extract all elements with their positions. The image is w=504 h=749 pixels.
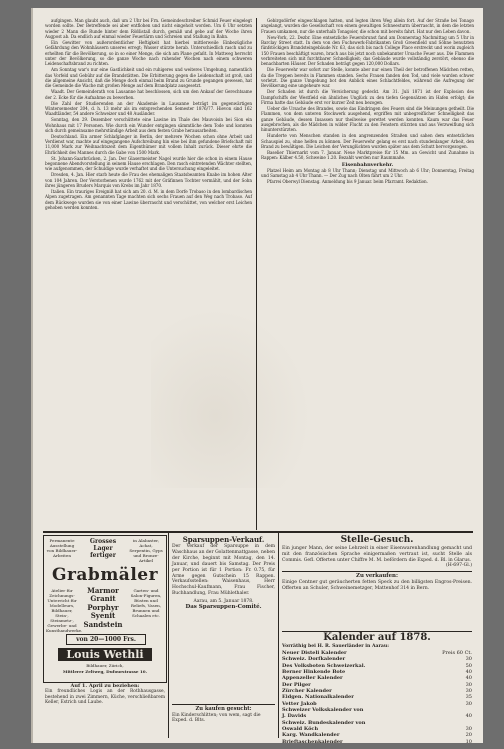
calendar-name: Brieftaschenkalender <box>282 738 343 743</box>
material-item: Sandstein <box>83 619 123 629</box>
calendar-price: 40 <box>465 713 472 720</box>
section-divider <box>43 531 473 533</box>
news-paragraph: Hunderte von Menschen standen in den angrenzenden Straßen und sahen dem entsetzlichen Schauspiel zu, ohne helfen zu können. Der Feuerwehr gelang es erst nach stundenlanger Arbeit, den Brand zu bewältigen. Die Leichen der Verunglückten wurden später aus dem Schutt hervorgezogen. <box>261 133 474 149</box>
material-item: Syenit <box>90 611 116 621</box>
calendar-price: 35 <box>465 694 472 701</box>
lodging-text: Ein freundliches Logis an der Rothhausgasse, bestehend in zwei Zimmern, Küche, verschließbarem Keller, Estrich und Laube. <box>45 689 165 706</box>
calendar-name: Vetter Jakob <box>282 700 317 707</box>
job-wanted-title: Stelle-Gesuch. <box>340 535 414 545</box>
calendar-name: Oswald Köch <box>282 726 319 733</box>
calendar-name: Appenzeller Kalender <box>282 675 343 682</box>
firm-address: Mittlerer Zeltweg, Dufourstrasse 10. <box>62 669 148 674</box>
firm-location: Bildhauer, Zürich, <box>86 663 124 668</box>
calendar-name: Berner Hinkende Bote <box>282 669 346 676</box>
exhibition-note: Permanente Ausstellung von Bildhauer-Arbeiten <box>46 538 78 558</box>
right-news-column <box>261 18 474 185</box>
calendar-name: Neuer Disteli Kalender <box>282 650 347 656</box>
news-paragraph: Ueber die Ursache des Brandes, sowie das Eindringen des Feuers sind die Meinungen getheilt. Die Flammen, von dem unteren Stockwerk ausgehend, ergriffen mit unbegreiflicher Schnelligkeit das ganze Gebäude, dessen Insassen nur theilweise gerettet werden konnten. Kaum war das Feuer ausgebrochen, als die Mädchen in wilder Flucht zu den Fenstern stürzten und aus Verzweiflung sich hinunterstürzten. <box>261 105 474 133</box>
calendar-row <box>282 739 472 743</box>
calendar-name: Karg. Wandkalender <box>282 732 340 739</box>
speck-ad <box>282 571 472 591</box>
news-paragraph: Waadt. Der Gemeinderath von Lausanne hat beschlossen, sich um den Ankauf der Gerechtsame der 2. Ecke für die Aufnahme zu bewerben. <box>45 89 252 100</box>
material-item: Marmor <box>87 586 119 595</box>
lodging-title: Auf 1. April zu beziehen: <box>70 683 140 689</box>
sparsuppen-date: Aarau, am 5. Januar 1878. <box>193 599 254 605</box>
news-paragraph: Ein Gewitter von außerordentlicher Heftigkeit hat hierbei mittlerweile Einbezügliche Gefährdung den Wohnhäusern unseres erregt; Wasser stürzte herab. Unterschiedlich rasch und zu erhellten für die Bevölkerung, so in so einer Menge, die sich am Plane gefaßt. In Mattweg herrscht unter der Bevölkerung, so die ganze Woche nach ruhender Wochen nach einem schweren Leidenschaftsbrand zu richten. <box>45 39 252 67</box>
grabmaeler-title: Grabmäler <box>51 565 159 585</box>
news-paragraph: Gebirgsdörfer eingeschlagen hatten, und legten ihren Weg allein fort. Auf der Straße bei Tonago angelangt, wurden die Gesellschaft von einem gewaltigen Schneesturm überrascht, in dem die letzten Frauen umkamen, nur die unterhalb Tonagoier, die schon mit bereits fahrt. Hat nur den Leben davon. <box>261 18 474 34</box>
grabmaeler-ad <box>43 535 167 683</box>
calendar-name: Schweizer Volkskalender von <box>282 707 364 714</box>
calendar-price: 30 <box>465 688 472 695</box>
page-edge <box>31 8 33 743</box>
calendar-price: 50 <box>465 662 472 669</box>
wanted-title: Zu kaufen gesucht: <box>195 706 252 712</box>
wanted-text: Ein Kinderschlitten; von wem, sagt die Exped. d. Blts. <box>172 712 261 724</box>
railway-text: Platzel Heim am Montag ab 8 Uhr Thann; Dienstag und Mittwoch ab 6 Uhr; Donnerstag, Freitag und Samstag ab 4 Uhr Thann. — Der Zug nach Olten fährt um 2 Uhr. <box>261 167 474 179</box>
calendar-price: 40 <box>465 669 472 676</box>
calendar-price: 10 <box>465 738 472 743</box>
job-wanted-code: (H-697-Gl.) <box>445 563 472 569</box>
calendar-intro: Vorräthig bei H. R. Sauerländer in Aarau: <box>282 644 389 649</box>
alabaster-note: in Alabaster, Achat, Serpentin, Gyps und Bronze-Artikel <box>129 538 163 563</box>
job-wanted-ad <box>282 535 472 592</box>
figures-note: Garten- und Salon-Figuren, Büsten und Reliefs, Vasen, Brunnen und Schaalen etc. <box>130 588 162 618</box>
calendar-price: 30 <box>465 656 472 663</box>
price-range: von 20—1000 Frs. <box>66 634 146 645</box>
calendar-name: J. Davids <box>282 713 307 720</box>
news-paragraph: Dresden, 4. Jan. Hier starb heute die Frau des ehemaligen Staatsbeamten Knabe im hohen Alter von 104 Jahren. Der Verstorbenen wurde 1762 mit der Gräfinnen Tochter vermählt, und der Sohn ihres jüngeren Bruders Marquis von Krebs im Jahr 1870. <box>45 172 252 189</box>
news-paragraph: Baselier Thiernarkt vom 7. Januar. Neue Marktpreise für 15 Mm. an Gewicht und Zunahme in Rappen: Kälber 4.50, Schweine 1.20. Bezahlt werden nur Raummaße. <box>261 149 474 161</box>
calendar-ad <box>282 631 472 743</box>
calendar-price: 30 <box>465 726 472 733</box>
lodging-notice <box>45 684 165 706</box>
calendar-list <box>282 650 472 743</box>
sparsuppen-body: Der Verkauf der Sparsuppe in dem Waschhaus an der Golattenmattgasse, neben der Kirche, beginnt mit Montag, den 14. Januar, und dauert bis Samstag. Der Preis per Portion ist für 1 Portion: Fr. 0.75, für Arme gegen Gutschein 15 Rappen. Verkaufsstellen: Waisenhaus, Herr Hochschul-Kaufmann, Frau Fischer, Buchhandlung, Frau Mühlethaler. <box>172 544 275 597</box>
calendar-name: Schweiz. Bundeskalender von <box>282 719 366 726</box>
job-wanted-body: Ein junger Mann, der seine Lehrzeit in einer Eisenwarenhandlung gemacht und mit den französischen Sprache einigermaßen vertraut ist, sucht Stelle als Commis. Gefl. Offerten unter Chiffre M. M. befördern die Exped. d. Bl. in Glarus. <box>282 546 472 563</box>
atelier-note: Atelier für Zeichnungs-Unterricht für Modelleurs, Bildhauer, Stein-, Steinmetz-, Gewerbe- und Kunsthandwerke. <box>46 588 83 633</box>
calendar-price: Preis 60 Ct. <box>442 650 472 656</box>
sparsuppen-signature: Das Sparsuppen-Comité. <box>185 604 262 611</box>
material-item: Granit <box>90 594 116 604</box>
news-paragraph: Am Sonntag war's nur eine Gastlichkeit und ein ruhigeres und weiteres Umgehung, namentlich das Vorfeld und Gebühr auf die Brandstätten. Die Erbitterung gegen die Leidenschaft ist groß, und die allgemeine Ansicht, daß die Menge doch einmal beim Brand zu Grunde gegangen gewesen, hat die Gemeinde die Wache mit großen Menge auf dem Brandplatz ausgesetzt. <box>45 67 252 89</box>
railway-heading: Eisenbahnverkehr. <box>341 161 394 168</box>
news-paragraph: Der Schaden ist durch die Versicherung gedeckt. Am 31. Juli 1871 ist der Explosion des Dampfschiffs der Westfield ein ähnliches Unglück zu den tiefen Gegensätzen im Hafen erfolgt; die Firma hatte das Gebäude erst vor kurzer Zeit neu bezogen. <box>261 89 474 105</box>
column-divider <box>256 18 257 530</box>
left-news-column <box>45 18 252 211</box>
calendar-name: Des Volksboten Schweizerkal. <box>282 662 366 669</box>
ad-divider-1 <box>168 533 169 738</box>
sparsuppen-title: Sparsuppen-Verkauf. <box>182 535 265 544</box>
speck-text: Einige Centner gut geräucherten fetten Speck zu den billigsten Engros-Preisen. Offerten an Schuler, Schweinemetzger, Mattenhof 314 in Bern. <box>282 579 472 591</box>
news-paragraph: Deutschland. Ein armer Schlafgänger in Berlin, der mehrere Wochen schon ohne Arbeit und Verdienst war, machte auf eingegangene Aufschreibung hin eine bei ihm gefundene Briefschaft mit 11,000 Mark zur Weihnachtszeit dem Eigenthümer mit vollem Inhalt zurück. Dieser ehrte die Ehrlichkeit des Mannes durch die Gabe von 1500 Mark. <box>45 133 252 155</box>
news-paragraph: St. Johann-Saarbrücken, 2. Jan. Der Glasermeister Nagel wurde hier die schon in einem Hause begonnene Abendvorstellung in seinem Hause erschlagen. Den rasch eintretenden Wächter stellten, wie aufgenommen, der Schuldige wurde verhaftet und die Untersuchung eingeleitet. <box>45 155 252 172</box>
ad-divider-2 <box>278 533 279 738</box>
calendar-name: Eidgen. Nationalkalender <box>282 694 354 701</box>
large-stock-note: Grosses Lager fertiger <box>89 538 117 559</box>
calendar-price: 30 <box>465 700 472 707</box>
news-paragraph: aufgingen. Man glaubt auch, daß um 2 Uhr bei Frn. Gemeindeschreiber Schmid Feuer eingelegt worden sollte. Der Betreffende sei aber entflohen und nicht eingeholt worden. Um 6 Uhr setzten wieder 2 Mann die Runde hinter dem Rößlistall durch, gemäß und gebe auf der Woche ihren Augpost ab. Da endlich auf einmal wieder Feuerlärm und Schreien und Stallung in Bahn. <box>45 18 252 40</box>
news-paragraph: Sonntag, den 29. Dezember verschüttete eine Lawine im Thale des Mauvoisin bei Sion ein Wohnhaus mit 17 Personen. Wie durch ein Wunder entgingen sämmtliche dem Tode und konnten sich durch gemeinsame mehrstündige Arbeit aus dem festen Grabe herausarbeiten. <box>45 117 252 133</box>
railway-note: Pfarrei Oberwyl Dienstag. Anmeldung bis 9 Januar. beim Pfarramt. Redaktion. <box>267 179 428 185</box>
wanted-notice <box>172 704 275 724</box>
calendar-price: 40 <box>465 675 472 682</box>
news-paragraph: New-York, 22. Dezbr. Eine entsetzliche Feuersbrunst fand am Donnerstag Nachmittag um 5 Uhr in Barclay Street statt. In dem von den Fuchswerk-Fabrikanten Groß Greenfield und Söhne benutzten fünfstöckigen Brandsteingebäude Nr. 63, das sich bis nach College Place erstreckt und worin zugleich 150 Frauen beschäftigt waren, brach aus bis jetzt noch unbekannter Ursache Feuer aus. Die Flammen verbreiteten sich mit furchtbarer Schnelligkeit; das Gebäude wurde vollständig zerstört, ebenso die benachbarten Häuser. Der Schaden beträgt gegen 120,000 Dollars. <box>261 34 474 67</box>
material-item: Porphyr <box>87 602 119 612</box>
firm-name: Louis Wethli <box>58 648 152 661</box>
speck-title: Zu verkaufen: <box>356 573 398 580</box>
calendar-name: Der Pilger <box>282 681 311 688</box>
calendar-price: 30 <box>465 681 472 688</box>
calendar-title: Kalender auf 1878. <box>323 632 431 643</box>
paper-stain <box>151 308 311 488</box>
newspaper-page <box>31 8 483 743</box>
calendar-name: Schweiz. Dorfkalender <box>282 656 346 663</box>
sparsuppen-ad <box>172 535 275 611</box>
calendar-price: 20 <box>465 732 472 739</box>
news-paragraph: Italien. Ein trauriges Ereigniß hat sich am 20. d. M. in dem Dorfe Trobaso in den lombardischen Alpen zugetragen. Am genannten Tage machten sich sechs Frauen auf den Weg nach Trobaso. Auf dem Rückwege wurden sie von einer Lawine überrascht und verschüttet, von welcher erst Leichen gehoben werden konnten. <box>45 189 252 211</box>
materials-list <box>81 587 125 629</box>
news-paragraph: Die Zahl der Studierenden an der Akademie in Lausanne beträgt im gegenwärtigen Wintersemester 204, d. h. 13 mehr als im entsprechenden Semester 1876/77. Hievon sind 162 Waadtländer, 54 andere Schweizer und 48 Ausländer. <box>45 100 252 117</box>
news-paragraph: Die Feuerwehr war sofort zur Stelle, konnte aber nur einen Theil der betroffenen Mädchen retten, da die Treppen bereits in Flammen standen. Sechs Frauen fanden den Tod, und viele wurden schwer verletzt. Die ganze Umgebung bot den Anblick eines Schlachtfeldes, während die Aufregung der Bevölkerung eine ungeheure war. <box>261 67 474 89</box>
calendar-name: Zürcher Kalender <box>282 688 332 695</box>
